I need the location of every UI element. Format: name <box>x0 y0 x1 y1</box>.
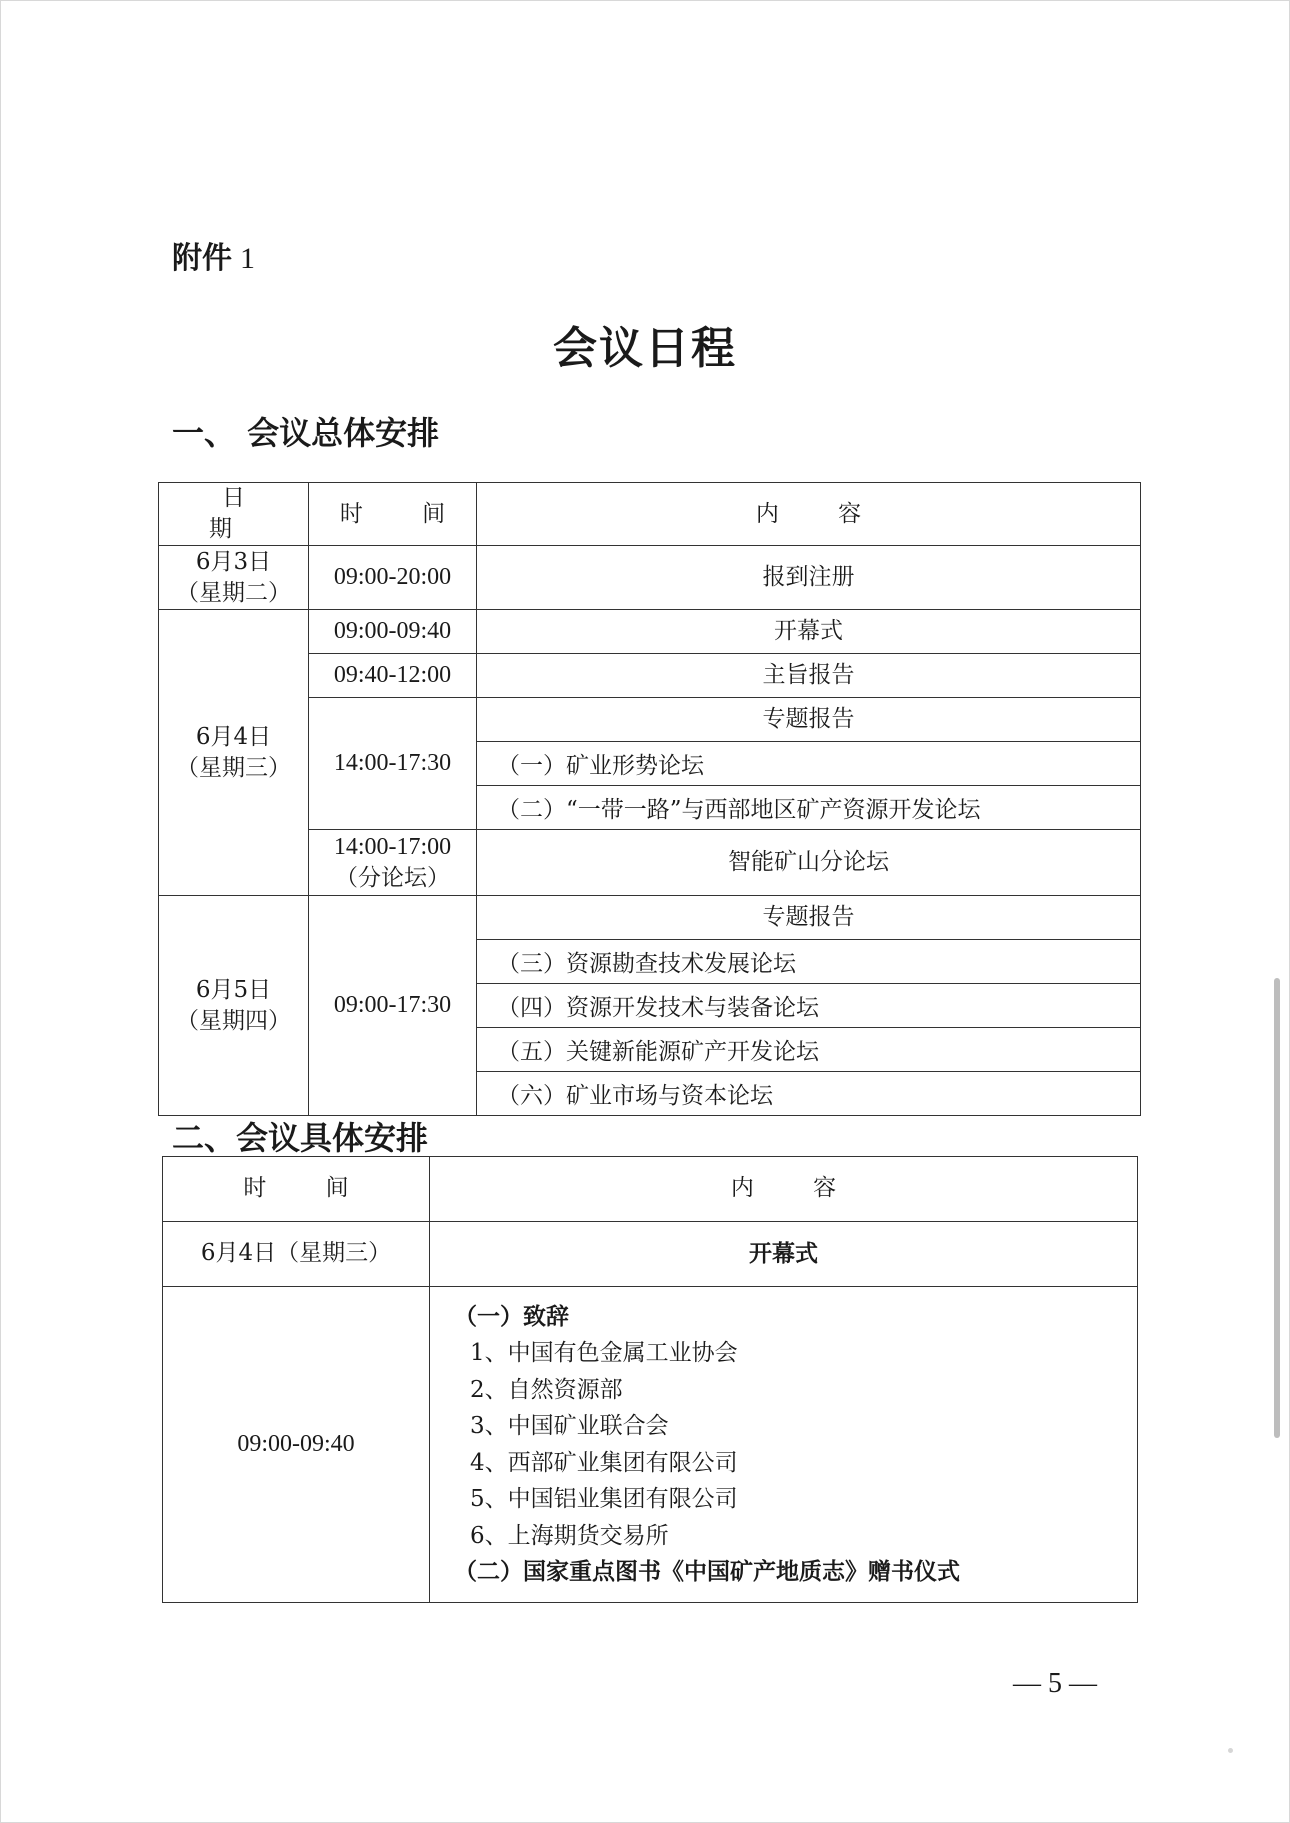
content-cell: （二）“一带一路”与西部地区矿产资源开发论坛 <box>477 786 1141 830</box>
overall-schedule-table <box>158 482 1141 1116</box>
attachment-text: 附件 <box>172 241 232 276</box>
col-header-content: 内 容 <box>430 1157 1138 1222</box>
content-cell: （三）资源勘查技术发展论坛 <box>477 940 1141 984</box>
date-cell: 6月4日（星期三） <box>163 1222 430 1287</box>
list-item: 6、上海期货交易所 <box>470 1522 669 1549</box>
content-cell: 主旨报告 <box>477 654 1141 698</box>
scrollbar[interactable] <box>1274 978 1280 1438</box>
section1-heading: 一、 会议总体安排 <box>172 414 440 452</box>
time-cell: 09:00-17:30 <box>309 896 477 1116</box>
weekday-text: （星期三） <box>176 754 291 781</box>
col-header-content: 内 容 <box>477 483 1141 546</box>
content-cell: （一）矿业形势论坛 <box>477 742 1141 786</box>
content-cell: 开幕式 <box>477 610 1141 654</box>
time-cell: 09:00-09:40 <box>309 610 477 654</box>
list-item: 4、西部矿业集团有限公司 <box>470 1449 738 1476</box>
content-cell: 专题报告 <box>477 896 1141 940</box>
content-cell: （五）关键新能源矿产开发论坛 <box>477 1028 1141 1072</box>
content-cell: 报到注册 <box>477 546 1141 610</box>
weekday-text: （星期四） <box>176 1007 291 1034</box>
list-item: 1、中国有色金属工业协会 <box>470 1340 738 1366</box>
content-cell: 专题报告 <box>477 698 1141 742</box>
detailed-schedule-table <box>162 1156 1138 1603</box>
table-row <box>159 546 1141 610</box>
time-cell <box>309 830 477 896</box>
page-number: — 5 — <box>1013 1668 1097 1699</box>
time-cell: 09:00-09:40 <box>163 1287 430 1603</box>
attachment-label <box>172 233 255 277</box>
time-note: （分论坛） <box>335 865 450 892</box>
subheading: （一）致辞 <box>454 1302 569 1330</box>
list-item: 2、自然资源部 <box>470 1376 623 1403</box>
date-cell <box>159 896 309 1116</box>
list-item: 5、中国铝业集团有限公司 <box>470 1486 738 1512</box>
time-cell: 09:40-12:00 <box>309 654 477 698</box>
table-row <box>163 1287 1138 1603</box>
weekday-text: （星期二） <box>176 579 291 606</box>
attachment-number: 1 <box>240 242 255 275</box>
table-row <box>159 610 1141 654</box>
table-row <box>159 896 1141 940</box>
subheading: （二）国家重点图书《中国矿产地质志》赠书仪式 <box>454 1558 960 1585</box>
date-text: 6月5日 <box>195 976 272 1003</box>
content-cell: （四）资源开发技术与装备论坛 <box>477 984 1141 1028</box>
section2-heading: 二、会议具体安排 <box>172 1119 429 1157</box>
content-cell: 开幕式 <box>430 1222 1138 1287</box>
date-text: 6月3日 <box>195 548 272 575</box>
content-cell: 智能矿山分论坛 <box>477 830 1141 896</box>
time-text: 14:00-17:00 <box>333 833 452 860</box>
date-cell <box>159 610 309 896</box>
date-text: 6月4日 <box>195 723 272 750</box>
content-cell: （六）矿业市场与资本论坛 <box>477 1072 1141 1116</box>
time-cell: 14:00-17:30 <box>309 698 477 830</box>
table-header-row <box>159 483 1141 546</box>
col-header-time: 时 间 <box>163 1157 430 1222</box>
table-header-row <box>163 1157 1138 1222</box>
date-cell <box>159 546 309 610</box>
col-header-date: 日 期 <box>159 483 309 546</box>
list-item: 3、中国矿业联合会 <box>470 1413 669 1439</box>
time-cell: 09:00-20:00 <box>309 546 477 610</box>
table-row <box>163 1222 1138 1287</box>
dot-mark <box>1228 1748 1233 1753</box>
document-title: 会议日程 <box>553 323 737 374</box>
col-header-time: 时 间 <box>309 483 477 546</box>
content-cell <box>430 1287 1138 1603</box>
